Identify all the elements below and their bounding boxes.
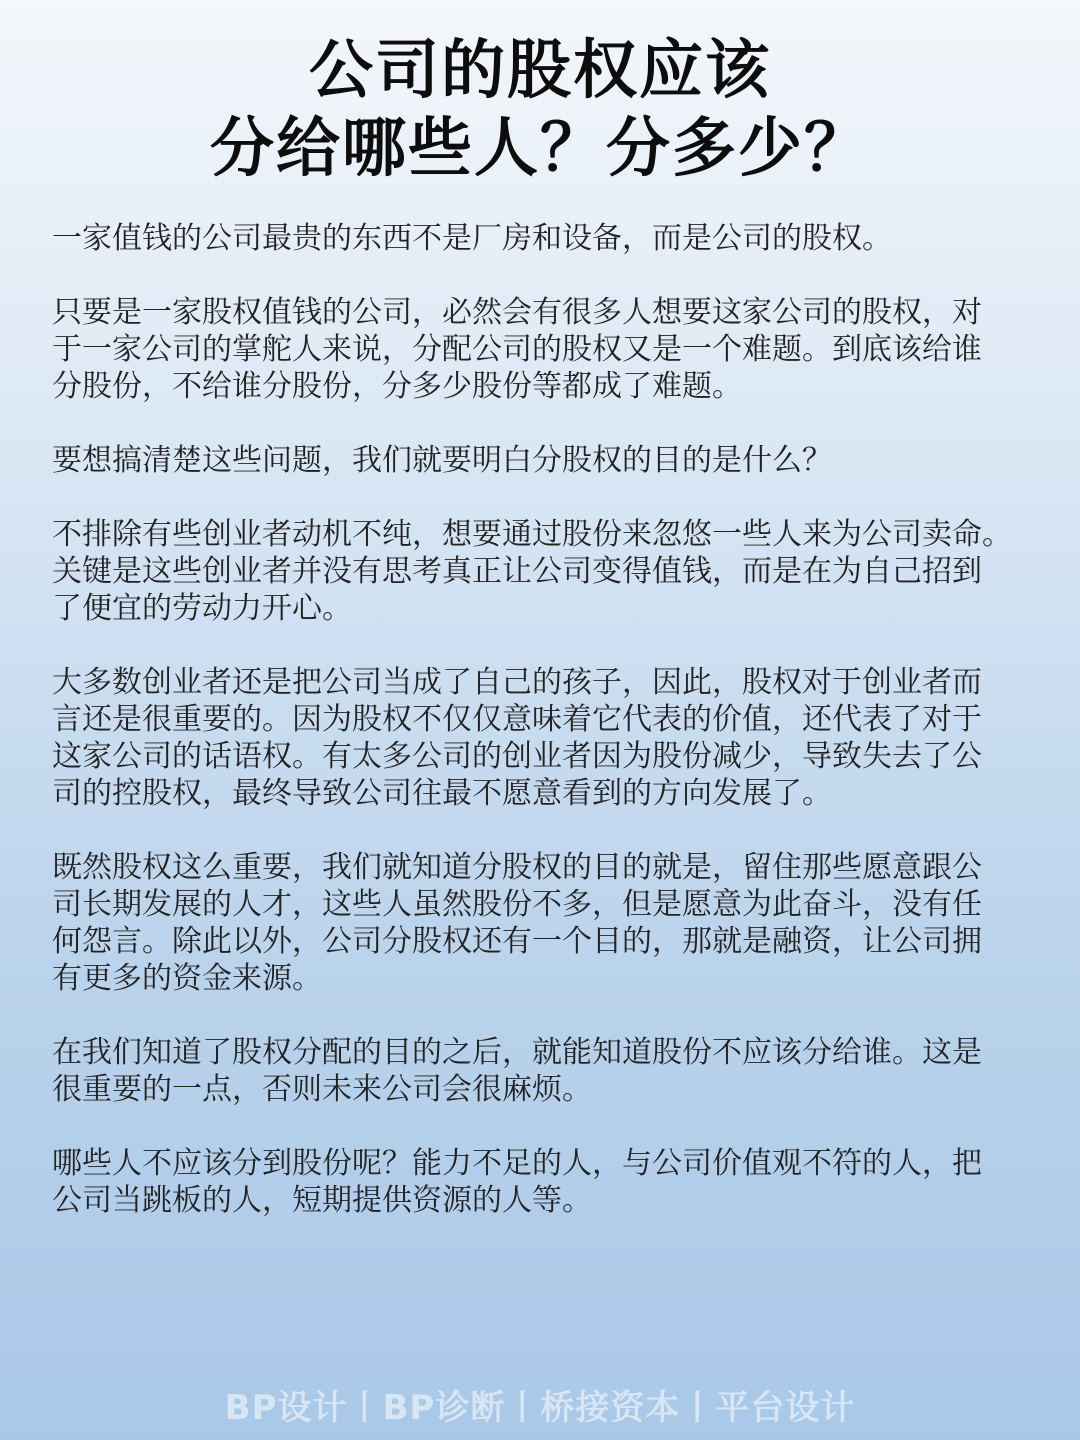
paragraph-line: 一家值钱的公司最贵的东西不是厂房和设备，而是公司的股权。 bbox=[52, 221, 892, 256]
paragraph-line: 何怨言。除此以外，公司分股权还有一个目的，那就是融资，让公司拥 bbox=[52, 924, 982, 959]
page-title bbox=[0, 32, 1080, 188]
paragraph-line: 关键是这些创业者并没有思考真正让公司变得值钱，而是在为自己招到 bbox=[52, 554, 982, 589]
paragraph-line: 只要是一家股权值钱的公司，必然会有很多人想要这家公司的股权，对 bbox=[52, 295, 982, 330]
paragraph-line: 于一家公司的掌舵人来说，分配公司的股权又是一个难题。到底该给谁 bbox=[52, 332, 982, 367]
paragraph-1 bbox=[52, 220, 1032, 257]
title-line-2: 分给哪些人？分多少？ bbox=[210, 112, 870, 186]
paragraph-line: 要想搞清楚这些问题，我们就要明白分股权的目的是什么？ bbox=[52, 443, 832, 478]
paragraph-7 bbox=[52, 1034, 1032, 1108]
paragraph-2 bbox=[52, 294, 1032, 405]
paragraph-6 bbox=[52, 849, 1032, 997]
article-body bbox=[52, 220, 1032, 1256]
paragraph-line: 有更多的资金来源。 bbox=[52, 961, 322, 996]
paragraph-line: 司的控股权，最终导致公司往最不愿意看到的方向发展了。 bbox=[52, 776, 832, 811]
paragraph-line: 在我们知道了股权分配的目的之后，就能知道股份不应该分给谁。这是 bbox=[52, 1035, 982, 1070]
paragraph-line: 哪些人不应该分到股份呢？能力不足的人，与公司价值观不符的人，把 bbox=[52, 1146, 982, 1181]
paragraph-line: 这家公司的话语权。有太多公司的创业者因为股份减少，导致失去了公 bbox=[52, 739, 982, 774]
paragraph-line: 很重要的一点，否则未来公司会很麻烦。 bbox=[52, 1072, 592, 1107]
footer-tagline: BP设计丨BP诊断丨桥接资本丨平台设计 bbox=[224, 1388, 856, 1428]
paragraph-line: 分股份，不给谁分股份，分多少股份等都成了难题。 bbox=[52, 369, 742, 404]
paragraph-3 bbox=[52, 442, 1032, 479]
paragraph-5 bbox=[52, 664, 1032, 812]
paragraph-8 bbox=[52, 1145, 1032, 1219]
title-line-1: 公司的股权应该 bbox=[309, 34, 771, 108]
paragraph-line: 不排除有些创业者动机不纯，想要通过股份来忽悠一些人来为公司卖命。 bbox=[52, 517, 1012, 552]
paragraph-line: 大多数创业者还是把公司当成了自己的孩子，因此，股权对于创业者而 bbox=[52, 665, 982, 700]
paragraph-line: 言还是很重要的。因为股权不仅仅意味着它代表的价值，还代表了对于 bbox=[52, 702, 982, 737]
paragraph-line: 司长期发展的人才，这些人虽然股份不多，但是愿意为此奋斗，没有任 bbox=[52, 887, 982, 922]
paragraph-line: 公司当跳板的人，短期提供资源的人等。 bbox=[52, 1183, 592, 1218]
paragraph-4 bbox=[52, 516, 1032, 627]
paragraph-line: 既然股权这么重要，我们就知道分股权的目的就是，留住那些愿意跟公 bbox=[52, 850, 982, 885]
paragraph-line: 了便宜的劳动力开心。 bbox=[52, 591, 352, 626]
